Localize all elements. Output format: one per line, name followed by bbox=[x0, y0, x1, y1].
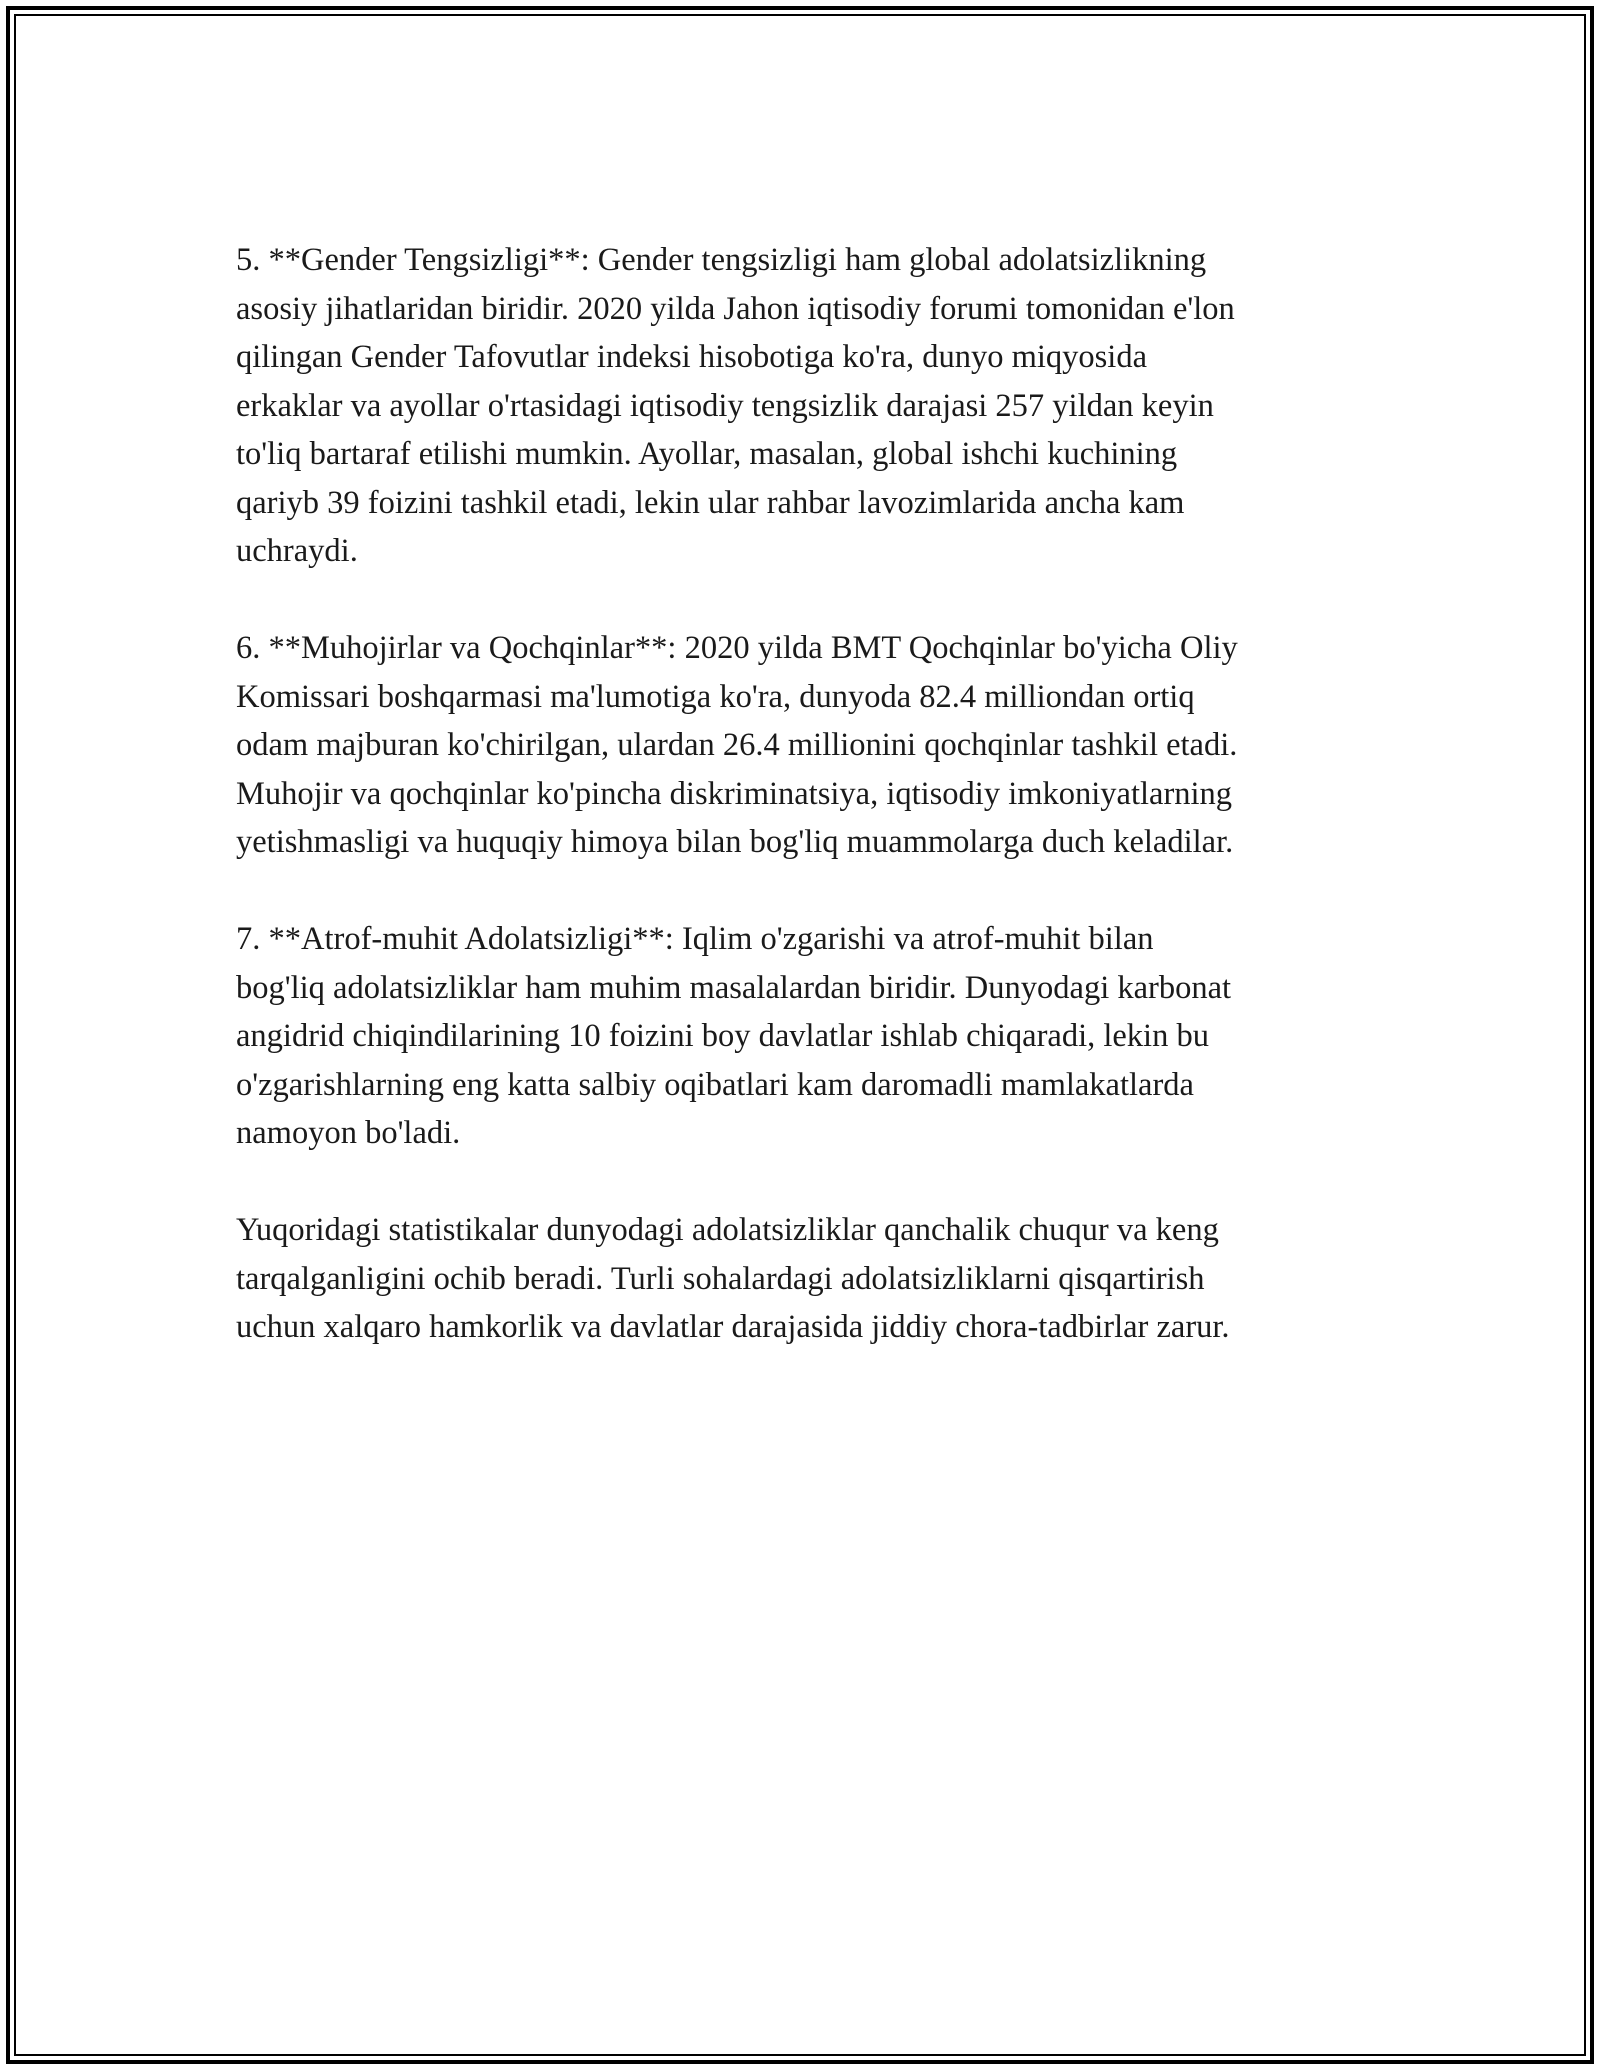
paragraph-gender-inequality: 5. **Gender Tengsizligi**: Gender tengsizligi ham global adolatsizlikning asosiy jihatlaridan biridir. 2020 yilda Jahon iqtisodiy forumi tomonidan e'lon qilingan Gender Tafovutlar indeksi hisobotiga ko'ra, dunyo miqyosida erkaklar va ayollar o'rtasidagi iqtisodiy tengsizlik darajasi 257 yildan keyin to'liq bartaraf etilishi mumkin. Ayollar, masalan, global ishchi kuchining qariyb 39 foizini tashkil etadi, lekin ular rahbar lavozimlarida ancha kam uchraydi. bbox=[236, 242, 1235, 569]
paragraph-conclusion: Yuqoridagi statistikalar dunyodagi adolatsizliklar qanchalik chuqur va keng tarqalganligini ochib beradi. Turli sohalardagi adolatsizliklarni qisqartirish uchun xalqaro hamkorlik va davlatlar darajasida jiddiy chora-tadbirlar zarur. bbox=[236, 1212, 1230, 1345]
document-body bbox=[236, 236, 1376, 1400]
paragraph-environmental-injustice: 7. **Atrof-muhit Adolatsizligi**: Iqlim o'zgarishi va atrof-muhit bilan bog'liq adolatsizliklar ham muhim masalalardan biridir. Dunyodagi karbonat angidrid chiqindilarining 10 foizini boy davlatlar ishlab chiqaradi, lekin bu o'zgarishlarning eng katta salbiy oqibatlari kam daromadli mamlakatlarda namoyon bo'ladi. bbox=[236, 921, 1232, 1151]
paragraph-migrants-refugees: 6. **Muhojirlar va Qochqinlar**: 2020 yilda BMT Qochqinlar bo'yicha Oliy Komissari boshqarmasi ma'lumotiga ko'ra, dunyoda 82.4 milliondan ortiq odam majburan ko'chirilgan, ulardan 26.4 millionini qochqinlar tashkil etadi. Muhojir va qochqinlar ko'pincha diskriminatsiya, iqtisodiy imkoniyatlarning yetishmasligi va huquqiy himoya bilan bog'liq muammolarga duch keladilar. bbox=[236, 630, 1238, 860]
